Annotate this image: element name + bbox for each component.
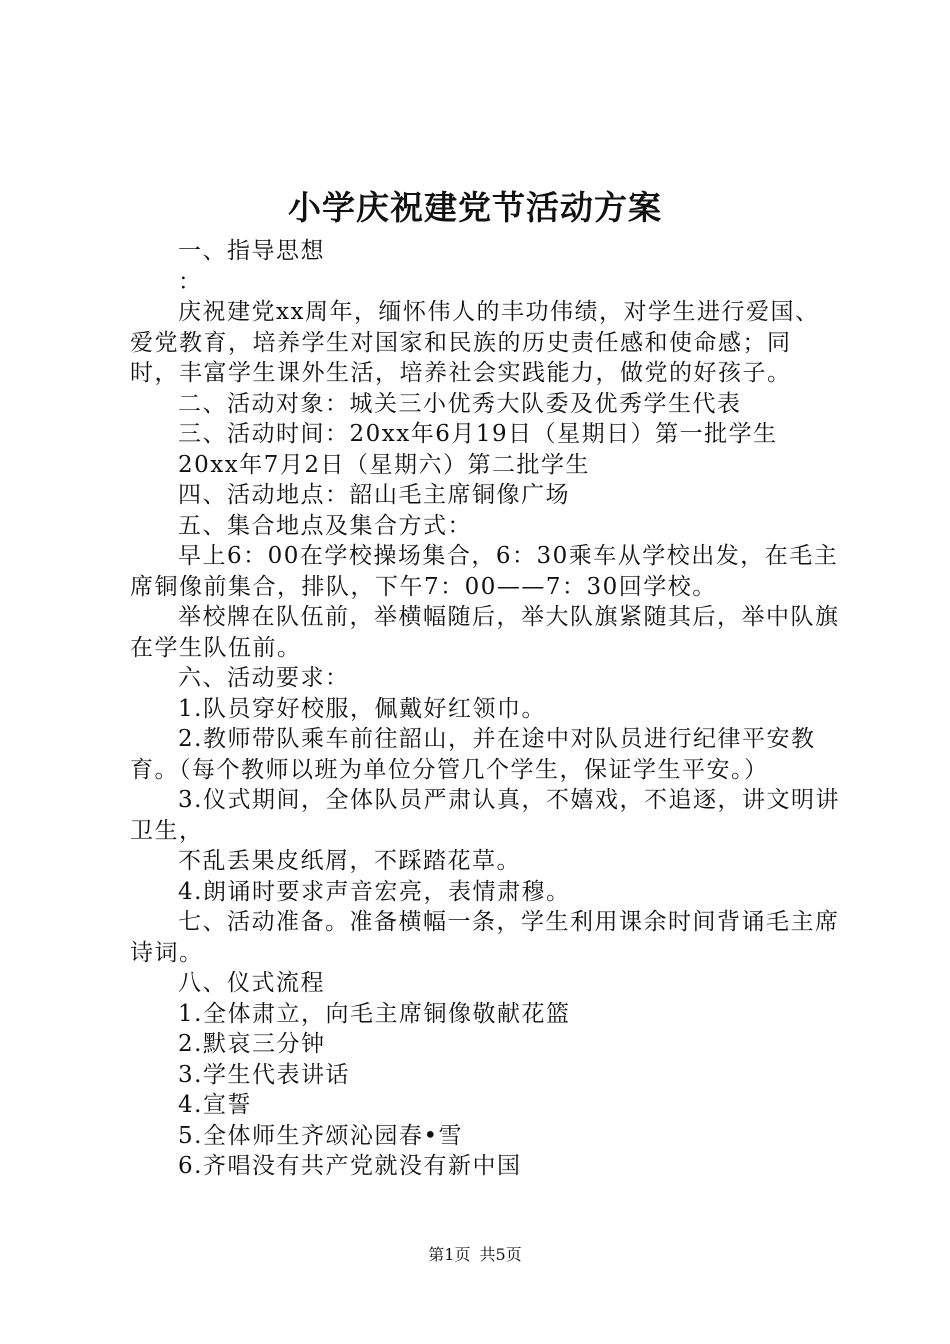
page-footer [0, 1243, 950, 1267]
paragraph: 2.默哀三分钟 [178, 1031, 326, 1057]
paragraph: 3.仪式期间，全体队员严肃认真，不嬉戏，不追逐，讲文明讲卫生， [130, 787, 840, 844]
paragraph: 不乱丢果皮纸屑，不踩踏花草。 [178, 848, 521, 874]
paragraph: 20xx年7月2日（星期六）第二批学生 [178, 451, 590, 478]
paragraph: 4.宣誓 [178, 1092, 252, 1118]
paragraph: 七、活动准备。准备横幅一条，学生利用课余时间背诵毛主席诗词。 [130, 909, 840, 966]
page-total: 共5页 [479, 1245, 522, 1264]
paragraph: 5.全体师生齐颂沁园春•雪 [178, 1122, 464, 1149]
paragraph: 五、集合地点及集合方式： [178, 512, 472, 539]
document-body [130, 236, 840, 1182]
paragraph: ： [178, 268, 203, 295]
paragraph: 2.教师带队乘车前往韶山，并在途中对队员进行纪律平安教育。（每个教师以班为单位分管几个学生，保证学生平安。） [130, 726, 816, 783]
paragraph: 4.朗诵时要求声音宏亮，表情肃穆。 [178, 878, 571, 905]
paragraph: 6.齐唱没有共产党就没有新中国 [178, 1153, 522, 1179]
paragraph: 三、活动时间：20xx年6月19日（星期日）第一批学生 [178, 421, 778, 447]
paragraph: 1.队员穿好校服，佩戴好红领巾。 [178, 695, 546, 722]
paragraph: 二、活动对象：城关三小优秀大队委及优秀学生代表 [178, 390, 742, 417]
paragraph: 庆祝建党xx周年，缅怀伟人的丰功伟绩，对学生进行爱国、爱党教育，培养学生对国家和民族的历史责任感和使命感；同时，丰富学生课外生活，培养社会实践能力，做党的好孩子。 [130, 299, 820, 386]
paragraph: 早上6：00在学校操场集合，6：30乘车从学校出发，在毛主席铜像前集合，排队，下午7：00——7：30回学校。 [130, 543, 839, 600]
page-number: 第1页 [428, 1245, 471, 1264]
paragraph: 四、活动地点：韶山毛主席铜像广场 [178, 482, 570, 508]
paragraph: 举校牌在队伍前，举横幅随后，举大队旗紧随其后，举中队旗在学生队伍前。 [130, 604, 840, 661]
paragraph: 3.学生代表讲话 [178, 1061, 350, 1088]
paragraph: 1.全体肃立，向毛主席铜像敬献花篮 [178, 1000, 571, 1027]
page-title: 小学庆祝建党节活动方案 [288, 188, 662, 227]
paragraph: 八、仪式流程 [178, 970, 325, 996]
paragraph: 六、活动要求： [178, 665, 350, 691]
paragraph: 一、指导思想 [178, 238, 325, 264]
